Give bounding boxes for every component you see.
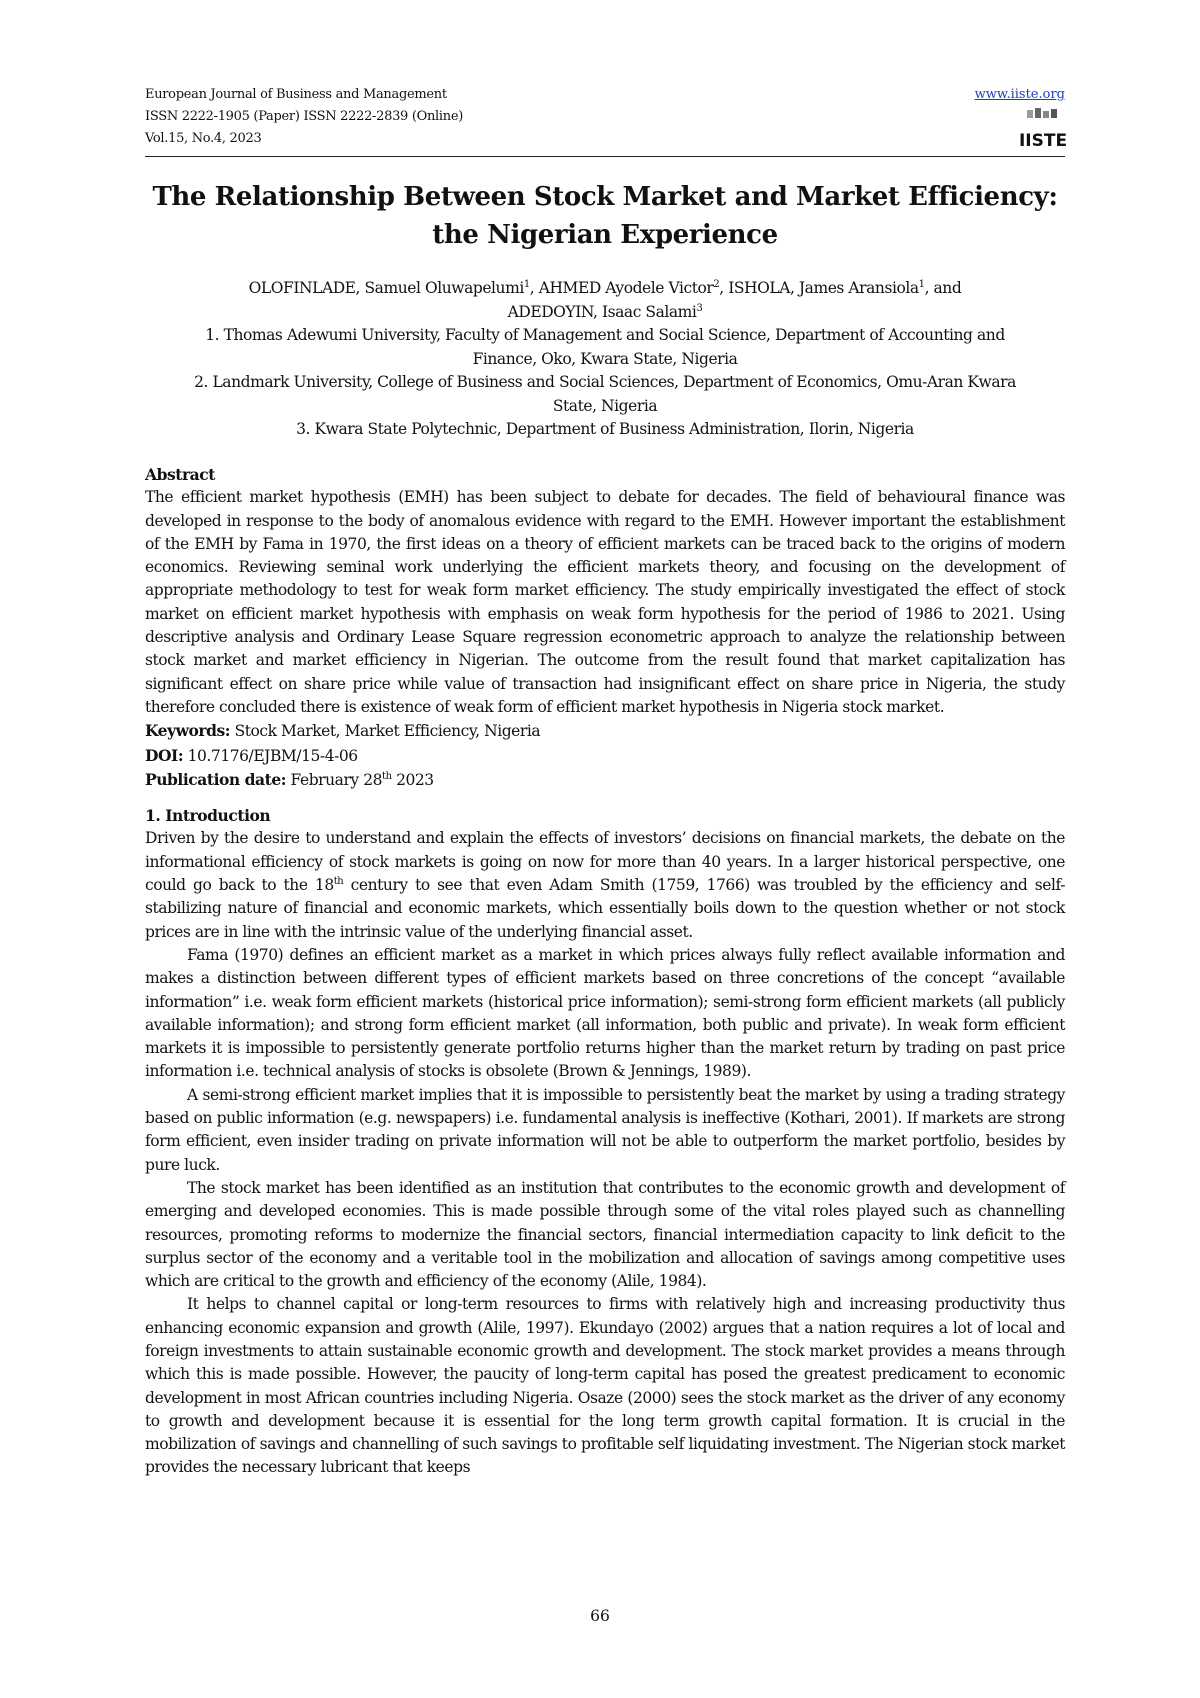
- keywords-line: Keywords: Stock Market, Market Efficiency, Nigeria: [145, 721, 541, 741]
- publication-date-line: Publication date: February 28th 2023: [145, 769, 434, 789]
- title-line-1: The Relationship Between Stock Market and Market Efficiency:: [152, 182, 1058, 212]
- journal-header: [145, 84, 1068, 157]
- iiste-logo-icon: [1018, 108, 1068, 152]
- intro-paragraph-4: The stock market has been identified as an institution that contributes to the economic growth and development of emerging and developed economies. This is made possible through some of the vital roles played such as channelling resources, promoting reforms to modernize the financial sectors, financial intermediation capacity to link deficit to the surplus sector of the economy and a veritable tool in the mobilization and allocation of savings among competitive uses which are critical to the growth and efficiency of the economy (Alile, 1984).: [145, 1178, 1065, 1291]
- paper-title: [145, 178, 1065, 254]
- intro-paragraph-3: A semi-strong efficient market implies that it is impossible to persistently beat the market by using a trading strategy based on public information (e.g. newspapers) i.e. fundamental analysis is ineffective (Kothari, 2001). If markets are strong form efficient, even insider trading on private information will not be able to outperform the market portfolio, besides by pure luck.: [145, 1085, 1065, 1174]
- author-line-2: ADEDOYIN, Isaac Salami$^3$: [507, 302, 703, 321]
- doi-line: DOI: 10.7176/EJBM/15-4-06: [145, 745, 358, 765]
- authors-block: [145, 277, 1065, 442]
- page-number: 66: [590, 1607, 610, 1625]
- journal-name: European Journal of Business and Management: [145, 87, 447, 102]
- intro-paragraph-2: Fama (1970) defines an efficient market as a market in which prices always fully reflect available information and makes a distinction between different types of efficient markets based on three concretions of the concept “available information” i.e. weak form efficient markets (historical price information); semi-strong form efficient markets (all publicly available information); and strong form efficient market (all information, both public and private). In weak form efficient markets it is impossible to persistently generate portfolio returns higher than the market return by trading on past price information i.e. technical analysis of stocks is obsolete (Brown & Jennings, 1989).: [145, 945, 1065, 1081]
- svg-text:IISTE: IISTE: [1018, 131, 1068, 151]
- abstract-heading: Abstract: [145, 465, 215, 484]
- introduction-heading: 1. Introduction: [145, 806, 271, 826]
- journal-issn: ISSN 2222-1905 (Paper) ISSN 2222-2839 (Online): [145, 109, 464, 124]
- abstract-text: The efficient market hypothesis (EMH) has been subject to debate for decades. The field of behavioural finance was developed in response to the body of anomalous evidence with regard to the EMH. However important the establishment of the EMH by Fama in 1970, the first ideas on a theory of efficient markets can be traced back to the origins of modern economics. Reviewing seminal work underlying the efficient markets theory, and focusing on the development of appropriate methodology to test for weak form market efficiency. The study empirically investigated the effect of stock market on efficient market hypothesis with emphasis on weak form hypothesis for the period of 1986 to 2021. Using descriptive analysis and Ordinary Lease Square regression econometric approach to analyze the relationship between stock market and market efficiency in Nigerian. The outcome from the result found that market capitalization has significant effect on share price while value of transaction had insignificant effect on share price in Nigeria, the study therefore concluded there is existence of weak form of efficient market hypothesis in Nigeria stock market.: [145, 488, 1065, 716]
- affiliation-line: Finance, Oko, Kwara State, Nigeria: [472, 349, 738, 368]
- affiliation-line: 3. Kwara State Polytechnic, Department of Business Administration, Ilorin, Nigeria: [296, 420, 914, 438]
- intro-paragraph-5: It helps to channel capital or long-term resources to firms with relatively high and increasing productivity thus enhancing economic expansion and growth (Alile, 1997). Ekundayo (2002) argues that a nation requires a lot of local and foreign investments to attain sustainable economic growth and development. The stock market provides a means through which this is made possible. However, the paucity of long-term capital has posed the greatest predicament to economic development in most African countries including Nigeria. Osaze (2000) sees the stock market as the driver of any economy to growth and development because it is essential for the long term growth capital formation. It is crucial in the mobilization of savings and channelling of such savings to profitable self liquidating investment. The Nigerian stock market provides the necessary lubricant that keeps: [145, 1295, 1065, 1477]
- affiliation-line: State, Nigeria: [552, 396, 658, 415]
- affiliation-line: 2. Landmark University, College of Business and Social Sciences, Department of Economics, Omu-Aran Kwara: [194, 373, 1016, 391]
- paper-body: [145, 463, 1065, 1480]
- intro-paragraph-1: Driven by the desire to understand and explain the effects of investors’ decisions on financial markets, the debate on the informational efficiency of stock markets is going on now for more than 40 years. In a larger historical perspective, one could go back to the 18th century to see that even Adam Smith (1759, 1766) was troubled by the efficiency and self-stabilizing nature of financial and economic markets, which essentially boils down to the question whether or not stock prices are in line with the intrinsic value of the underlying financial asset.: [145, 829, 1065, 941]
- affiliation-line: 1. Thomas Adewumi University, Faculty of Management and Social Science, Department of Accounting and: [205, 326, 1005, 344]
- author-line-1: OLOFINLADE, Samuel Oluwapelumi$^1$, AHMED Ayodele Victor$^2$, ISHOLA, James Aransiola$^1$, and: [248, 278, 962, 297]
- journal-url-link[interactable]: www.iiste.org: [974, 87, 1065, 102]
- journal-volume: Vol.15, No.4, 2023: [145, 131, 262, 146]
- title-line-2: the Nigerian Experience: [432, 220, 778, 250]
